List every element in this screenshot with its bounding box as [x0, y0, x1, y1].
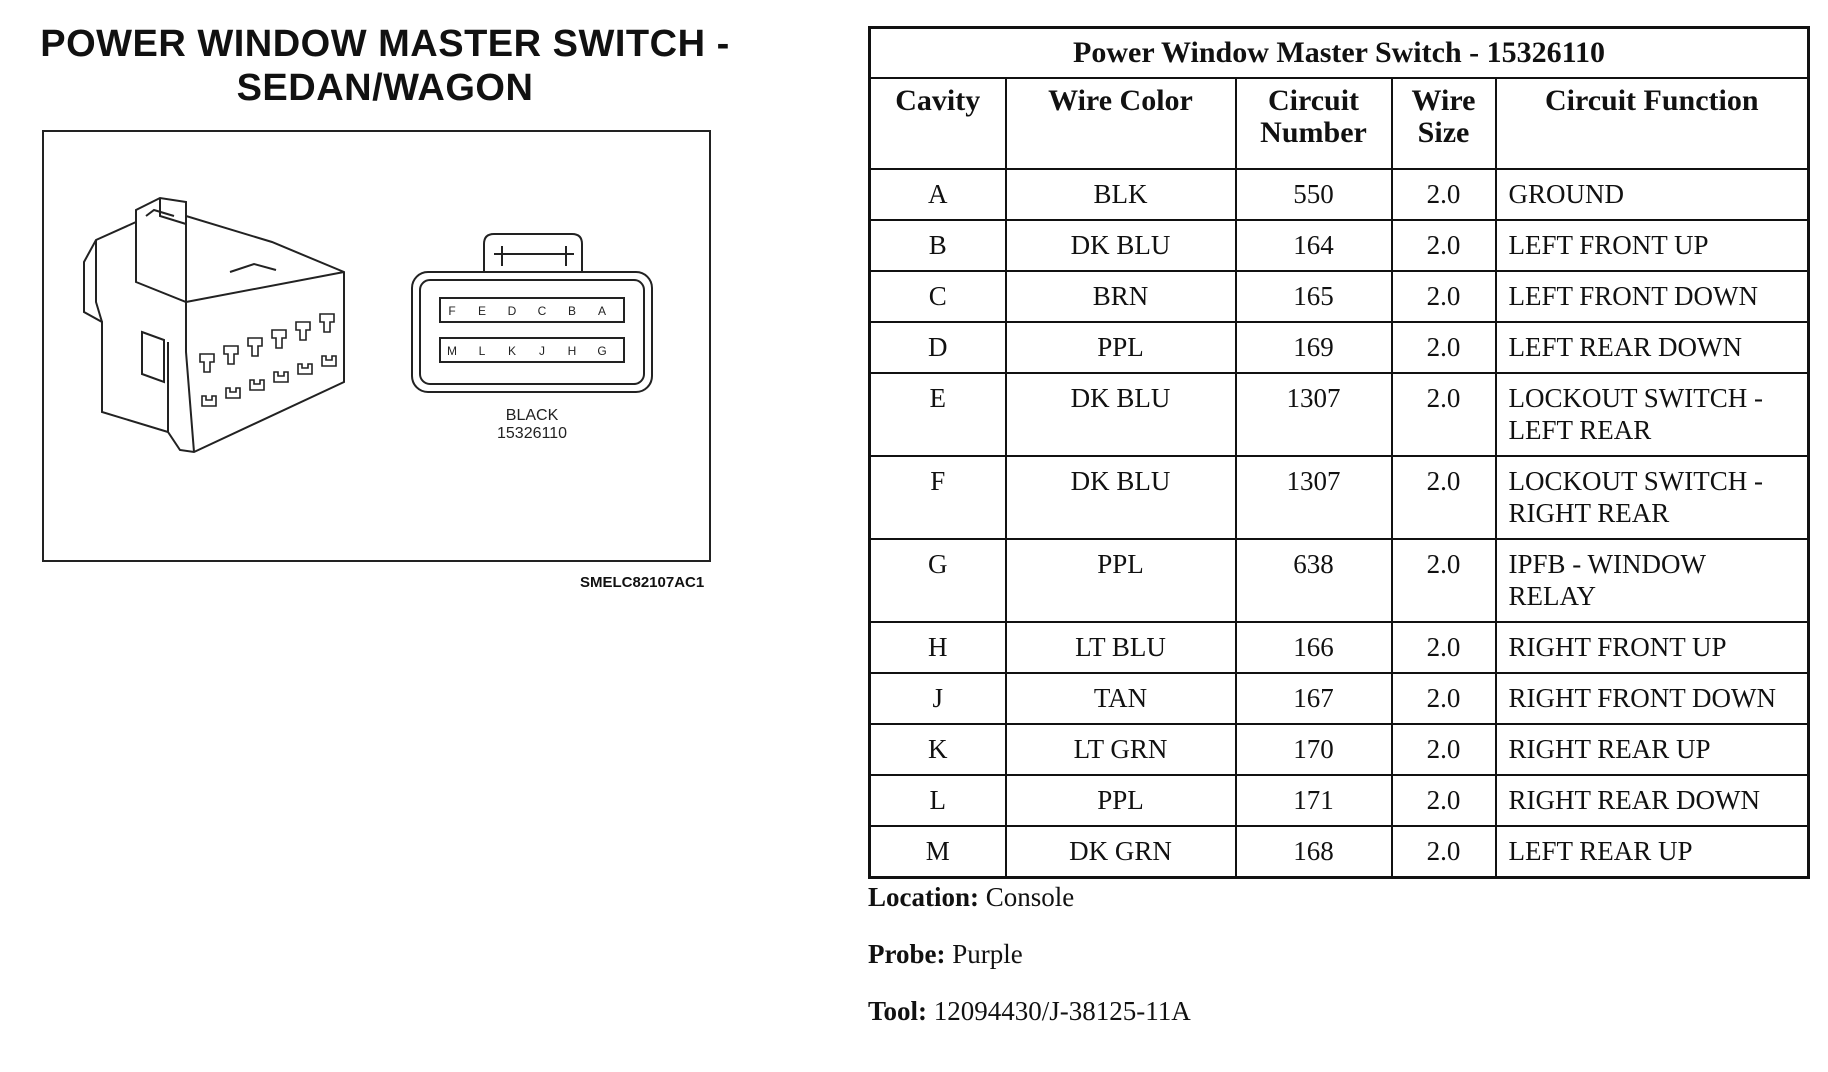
- location-value: Console: [985, 882, 1075, 912]
- tool-note: [868, 996, 1191, 1053]
- face-pin-F: F: [448, 304, 456, 318]
- circuit-function-cell: [1496, 169, 1809, 220]
- circuit-function-cell: [1496, 220, 1809, 271]
- wire-color-cell: BRN: [1006, 271, 1236, 322]
- face-pin-A: A: [597, 304, 607, 318]
- circuit-function-cell: [1496, 826, 1809, 878]
- table-row: [870, 322, 1809, 373]
- heading-line-1: POWER WINDOW MASTER SWITCH -: [40, 23, 730, 65]
- header-circuit-number: [1236, 78, 1392, 169]
- table-row: [870, 622, 1809, 673]
- face-pin-M: M: [447, 344, 457, 358]
- wire-size-cell: 2.0: [1392, 373, 1496, 456]
- wire-color-cell: PPL: [1006, 322, 1236, 373]
- face-pin-labels: [447, 304, 607, 358]
- table-row: [870, 673, 1809, 724]
- cavity-cell: J: [870, 673, 1006, 724]
- cavity-cell: K: [870, 724, 1006, 775]
- face-pin-B: B: [567, 304, 577, 318]
- face-pin-E: E: [477, 304, 487, 318]
- function-line-1: GROUND: [1508, 179, 1625, 209]
- circuit-function-cell: [1496, 724, 1809, 775]
- wire-color-cell: DK GRN: [1006, 826, 1236, 878]
- function-line-1: LOCKOUT SWITCH -: [1508, 466, 1763, 496]
- circuit-function-cell: [1496, 775, 1809, 826]
- wire-size-cell: 2.0: [1392, 539, 1496, 622]
- wire-color-cell: TAN: [1006, 673, 1236, 724]
- function-line-1: RIGHT FRONT DOWN: [1508, 683, 1777, 713]
- wire-size-cell: 2.0: [1392, 724, 1496, 775]
- circuit-number-cell: 171: [1236, 775, 1392, 826]
- face-pin-D: D: [507, 304, 517, 318]
- table-row: [870, 539, 1809, 622]
- wire-color-cell: DK BLU: [1006, 220, 1236, 271]
- function-line-1: RIGHT REAR DOWN: [1508, 785, 1760, 815]
- circuit-number-cell: 165: [1236, 271, 1392, 322]
- circuit-function-cell: [1496, 456, 1809, 539]
- cavity-cell: C: [870, 271, 1006, 322]
- heading-line-2: SEDAN/WAGON: [236, 67, 534, 109]
- figure-code: SMELC82107AC1: [580, 574, 705, 591]
- function-line-1: LEFT REAR UP: [1508, 836, 1693, 866]
- header-circuit-number-line-2: Number: [1260, 116, 1367, 149]
- wire-size-cell: 2.0: [1392, 622, 1496, 673]
- circuit-number-cell: 170: [1236, 724, 1392, 775]
- cavity-cell: B: [870, 220, 1006, 271]
- function-line-2: RIGHT REAR: [1508, 498, 1670, 528]
- circuit-number-cell: 167: [1236, 673, 1392, 724]
- header-wire-size-line-2: Size: [1417, 116, 1470, 149]
- circuit-function-cell: [1496, 622, 1809, 673]
- header-wire-size: [1392, 78, 1496, 169]
- table-row: [870, 724, 1809, 775]
- tool-value: 12094430/J-38125-11A: [933, 996, 1191, 1026]
- cavity-cell: F: [870, 456, 1006, 539]
- wire-size-cell: 2.0: [1392, 169, 1496, 220]
- header-wire-color: Wire Color: [1006, 78, 1236, 169]
- circuit-number-cell: 166: [1236, 622, 1392, 673]
- wire-size-cell: 2.0: [1392, 271, 1496, 322]
- cavity-cell: E: [870, 373, 1006, 456]
- wire-size-cell: 2.0: [1392, 673, 1496, 724]
- circuit-number-cell: 638: [1236, 539, 1392, 622]
- face-pin-C: C: [537, 304, 547, 318]
- cavity-cell: A: [870, 169, 1006, 220]
- wire-color-cell: PPL: [1006, 775, 1236, 826]
- tool-label: Tool:: [868, 996, 928, 1026]
- connector-notes: [868, 882, 1191, 1053]
- header-wire-size-line-1: Wire: [1411, 84, 1476, 117]
- circuit-function-cell: [1496, 673, 1809, 724]
- face-pin-G: G: [597, 344, 607, 358]
- function-line-1: IPFB - WINDOW: [1508, 549, 1706, 579]
- connector-3d-view: [84, 198, 344, 452]
- wire-color-cell: BLK: [1006, 169, 1236, 220]
- table-row: [870, 456, 1809, 539]
- wire-size-cell: 2.0: [1392, 826, 1496, 878]
- function-line-1: LEFT FRONT UP: [1508, 230, 1709, 260]
- circuit-number-cell: 550: [1236, 169, 1392, 220]
- face-pin-J: J: [539, 344, 545, 358]
- header-circuit-function: Circuit Function: [1496, 78, 1809, 169]
- cavity-cell: M: [870, 826, 1006, 878]
- circuit-function-cell: [1496, 271, 1809, 322]
- function-line-1: LEFT REAR DOWN: [1508, 332, 1742, 362]
- circuit-number-cell: 1307: [1236, 373, 1392, 456]
- cavity-cell: L: [870, 775, 1006, 826]
- circuit-function-cell: [1496, 373, 1809, 456]
- function-line-1: RIGHT REAR UP: [1508, 734, 1711, 764]
- wire-size-cell: 2.0: [1392, 322, 1496, 373]
- cavity-cell: D: [870, 322, 1006, 373]
- table-row: [870, 220, 1809, 271]
- wire-size-cell: 2.0: [1392, 456, 1496, 539]
- table-row: [870, 373, 1809, 456]
- table-row: [870, 169, 1809, 220]
- header-circuit-number-line-1: Circuit: [1267, 84, 1360, 117]
- connector-caption: [497, 407, 567, 442]
- table-row: [870, 775, 1809, 826]
- circuit-number-cell: 168: [1236, 826, 1392, 878]
- wire-color-cell: DK BLU: [1006, 456, 1236, 539]
- circuit-number-cell: 1307: [1236, 456, 1392, 539]
- function-line-2: RELAY: [1508, 581, 1597, 611]
- circuit-number-cell: 164: [1236, 220, 1392, 271]
- page-heading: [0, 22, 770, 110]
- table-title: Power Window Master Switch - 15326110: [870, 28, 1809, 79]
- wire-size-cell: 2.0: [1392, 775, 1496, 826]
- cavity-cell: G: [870, 539, 1006, 622]
- function-line-1: LEFT FRONT DOWN: [1508, 281, 1759, 311]
- connector-part-number: 15326110: [497, 425, 567, 442]
- face-pin-H: H: [567, 344, 577, 358]
- wire-size-cell: 2.0: [1392, 220, 1496, 271]
- table-row: [870, 271, 1809, 322]
- circuit-number-cell: 169: [1236, 322, 1392, 373]
- connector-color-label: BLACK: [505, 407, 559, 424]
- wire-color-cell: LT GRN: [1006, 724, 1236, 775]
- function-line-1: LOCKOUT SWITCH -: [1508, 383, 1763, 413]
- probe-value: Purple: [952, 939, 1023, 969]
- location-label: Location:: [868, 882, 979, 912]
- pinout-table: [868, 26, 1810, 879]
- cavity-cell: H: [870, 622, 1006, 673]
- circuit-function-cell: [1496, 322, 1809, 373]
- face-pin-L: L: [478, 344, 486, 358]
- location-note: [868, 882, 1191, 939]
- wire-color-cell: PPL: [1006, 539, 1236, 622]
- header-cavity: Cavity: [870, 78, 1006, 169]
- connector-drawing: [44, 132, 709, 560]
- connector-figure: [42, 130, 711, 562]
- function-line-1: RIGHT FRONT UP: [1508, 632, 1727, 662]
- table-row: [870, 826, 1809, 878]
- probe-note: [868, 939, 1191, 996]
- wire-color-cell: LT BLU: [1006, 622, 1236, 673]
- circuit-function-cell: [1496, 539, 1809, 622]
- table-header-row: [870, 78, 1809, 169]
- wire-color-cell: DK BLU: [1006, 373, 1236, 456]
- probe-label: Probe:: [868, 939, 946, 969]
- face-pin-K: K: [507, 344, 517, 358]
- function-line-2: LEFT REAR: [1508, 415, 1652, 445]
